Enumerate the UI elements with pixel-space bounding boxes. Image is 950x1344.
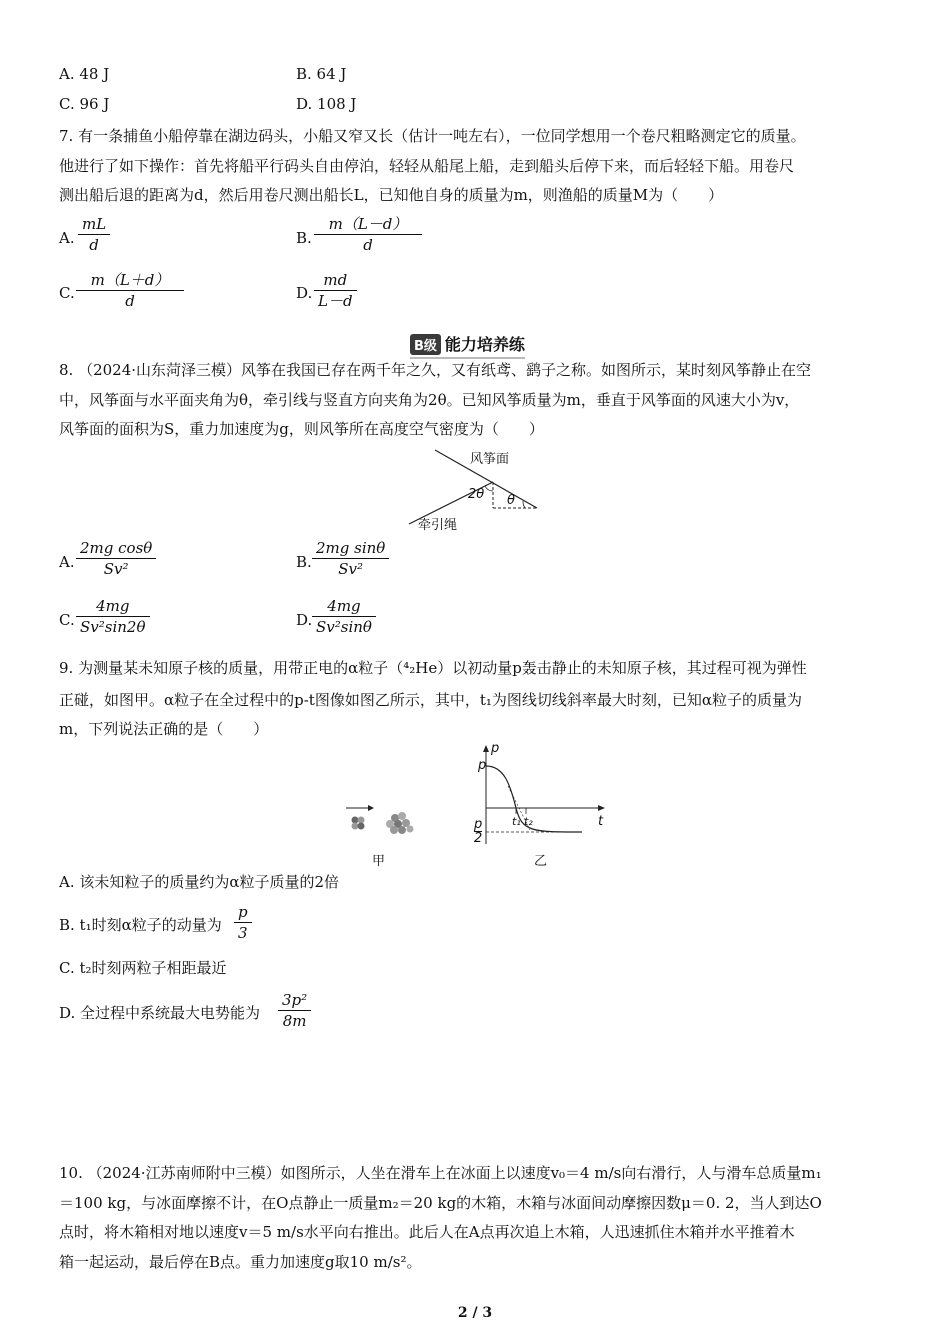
q7-option-d-numerator: md: [314, 270, 357, 291]
q10-stem-line1: 10. （2024·江苏南师附中三模）如图所示，人坐在滑车上在冰面上以速度v₀＝4 m/s向右滑行，人与滑车总质量m₁: [59, 1164, 822, 1182]
q7-stem-line2: 他进行了如下操作：首先将船平行码头自由停泊，轻轻从船尾上船，走到船头后停下来，而后轻轻下船。用卷尺: [59, 157, 795, 175]
q8-stem-line3: 风筝面的面积为S，重力加速度为g，则风筝所在高度空气密度为（ ）: [59, 420, 544, 438]
q8-option-b-fraction: [312, 538, 389, 579]
q7-option-b-numerator: m（L－d）: [314, 214, 422, 235]
section-title: 能力培养练: [444, 335, 525, 354]
q9-option-d-denominator: 8m: [282, 1012, 307, 1030]
kite-angle-2theta: 2θ: [468, 487, 485, 502]
q8-option-b-numerator: 2mg sinθ: [312, 538, 389, 559]
momentum-curve: [486, 766, 582, 832]
q9-option-b-denominator: 3: [238, 924, 248, 942]
q8-stem-line1: 8. （2024·山东菏泽三模）风筝在我国已存在两千年之久，又有纸鸢、鹞子之称。如图所示，某时刻风筝静止在空: [59, 361, 812, 379]
q7-option-d-denominator: L－d: [318, 292, 353, 310]
t1-label: t₁: [512, 815, 521, 828]
half-p-denominator: 2: [474, 831, 483, 846]
t2-label: t₂: [524, 815, 533, 828]
q8-option-c-label: C.: [59, 611, 75, 629]
q7-option-a-denominator: d: [89, 236, 99, 254]
q8-option-d-fraction: [312, 596, 376, 637]
section-badge: B级: [410, 334, 441, 355]
q8-option-a-fraction: [76, 538, 156, 579]
q7-option-b-fraction: [314, 214, 422, 255]
half-p-tick: [474, 818, 482, 845]
q9-option-a: A. 该未知粒子的质量约为α粒子质量的2倍: [59, 873, 340, 891]
q6-option-b: B. 64 J: [296, 65, 347, 83]
q7-option-b-denominator: d: [363, 236, 373, 254]
q9-option-b-text: B. t₁时刻α粒子的动量为: [59, 916, 222, 934]
q8-option-c-numerator: 4mg: [76, 596, 150, 617]
q9-option-b-numerator: p: [234, 902, 252, 923]
q8-option-c-fraction: [76, 596, 150, 637]
q8-option-b-denominator: Sv²: [338, 560, 364, 578]
q6-option-c: C. 96 J: [59, 95, 110, 113]
kite-angle-arc-2theta: [485, 486, 493, 491]
q7-option-c-fraction: [76, 270, 184, 311]
unknown-nucleus: [386, 812, 414, 834]
alpha-collision-figure: [340, 798, 420, 838]
q7-option-c-numerator: m（L＋d）: [76, 270, 184, 291]
q7-option-a-fraction: [78, 214, 110, 255]
p-t-graph: [470, 744, 610, 846]
q6-option-a: A. 48 J: [59, 65, 110, 83]
q8-option-a-label: A.: [59, 553, 75, 571]
kite-rope-label: 牵引绳: [418, 518, 458, 533]
t-axis-arrow: [598, 805, 605, 811]
q8-option-c-denominator: Sv²sin2θ: [80, 618, 146, 636]
figure-yi-label: 乙: [534, 854, 548, 869]
q10-stem-line4: 箱一起运动，最后停在B点。重力加速度g取10 m/s²。: [59, 1253, 422, 1271]
q10-stem-line2: ＝100 kg，与冰面摩擦不计，在O点静止一质量m₂＝20 kg的木箱，木箱与冰面间动摩擦因数μ＝0. 2，当人到达O: [59, 1194, 822, 1212]
t-axis-label: t: [598, 814, 604, 829]
q7-option-a-numerator: mL: [78, 214, 110, 235]
page-number: 2 / 3: [457, 1305, 493, 1321]
figure-jia-label: 甲: [372, 854, 386, 869]
q7-option-c-label: C.: [59, 284, 75, 302]
q9-option-c: C. t₂时刻两粒子相距最近: [59, 959, 227, 977]
q7-option-c-denominator: d: [125, 292, 135, 310]
kite-angle-arc-theta: [523, 501, 525, 508]
q9-stem-line1: 9. 为测量某未知原子核的质量，用带正电的α粒子（⁴₂He）以初动量p轰击静止的未知原子核，其过程可视为弹性: [59, 659, 807, 677]
q8-option-d-denominator: Sv²sinθ: [316, 618, 372, 636]
q7-stem-line3: 测出船后退的距离为d，然后用卷尺测出船长L，已知他自身的质量为m，则渔船的质量M为（ ）: [59, 186, 724, 204]
q9-option-d-fraction: [278, 990, 311, 1031]
alpha-particle: [352, 817, 365, 830]
q7-option-d-fraction: [314, 270, 357, 311]
half-p-numerator: p: [474, 817, 483, 832]
q7-stem-line1: 7. 有一条捕鱼小船停靠在湖边码头，小船又窄又长（估计一吨左右），一位同学想用一个卷尺粗略测定它的质量。: [59, 127, 806, 145]
q8-option-a-denominator: Sv²: [103, 560, 129, 578]
q7-option-a-label: A.: [59, 229, 75, 247]
q9-option-d-text: D. 全过程中系统最大电势能为: [59, 1004, 261, 1022]
p-initial-tick: p: [478, 758, 487, 773]
q6-option-d: D. 108 J: [296, 95, 357, 113]
q8-option-a-numerator: 2mg cosθ: [76, 538, 156, 559]
q8-option-b-label: B.: [296, 553, 312, 571]
q8-option-d-label: D.: [296, 611, 313, 629]
alpha-arrow-head: [368, 805, 374, 811]
q9-option-b-fraction: [234, 902, 252, 943]
q10-stem-line3: 点时，将木箱相对地以速度v＝5 m/s水平向右推出。此后人在A点再次追上木箱，人迅速抓住木箱并水平推着木: [59, 1223, 795, 1241]
q9-option-d-numerator: 3p²: [278, 990, 311, 1011]
q8-stem-line2: 中，风筝面与水平面夹角为θ，牵引线与竖直方向夹角为2θ。已知风筝质量为m，垂直于风筝面的风速大小为v，: [59, 391, 800, 409]
kite-surface-label: 风筝面: [470, 452, 510, 467]
q9-stem-line2: 正碰，如图甲。α粒子在全过程中的p-t图像如图乙所示，其中，t₁为图线切线斜率最大时刻，已知α粒子的质量为: [59, 691, 803, 709]
q9-stem-line3: m，下列说法正确的是（ ）: [59, 720, 269, 738]
q7-option-d-label: D.: [296, 284, 313, 302]
kite-angle-theta: θ: [507, 493, 515, 508]
p-axis-label: p: [491, 741, 500, 756]
q7-option-b-label: B.: [296, 229, 312, 247]
section-header: [410, 332, 525, 359]
p-axis-arrow: [483, 745, 489, 752]
q8-option-d-numerator: 4mg: [312, 596, 376, 617]
